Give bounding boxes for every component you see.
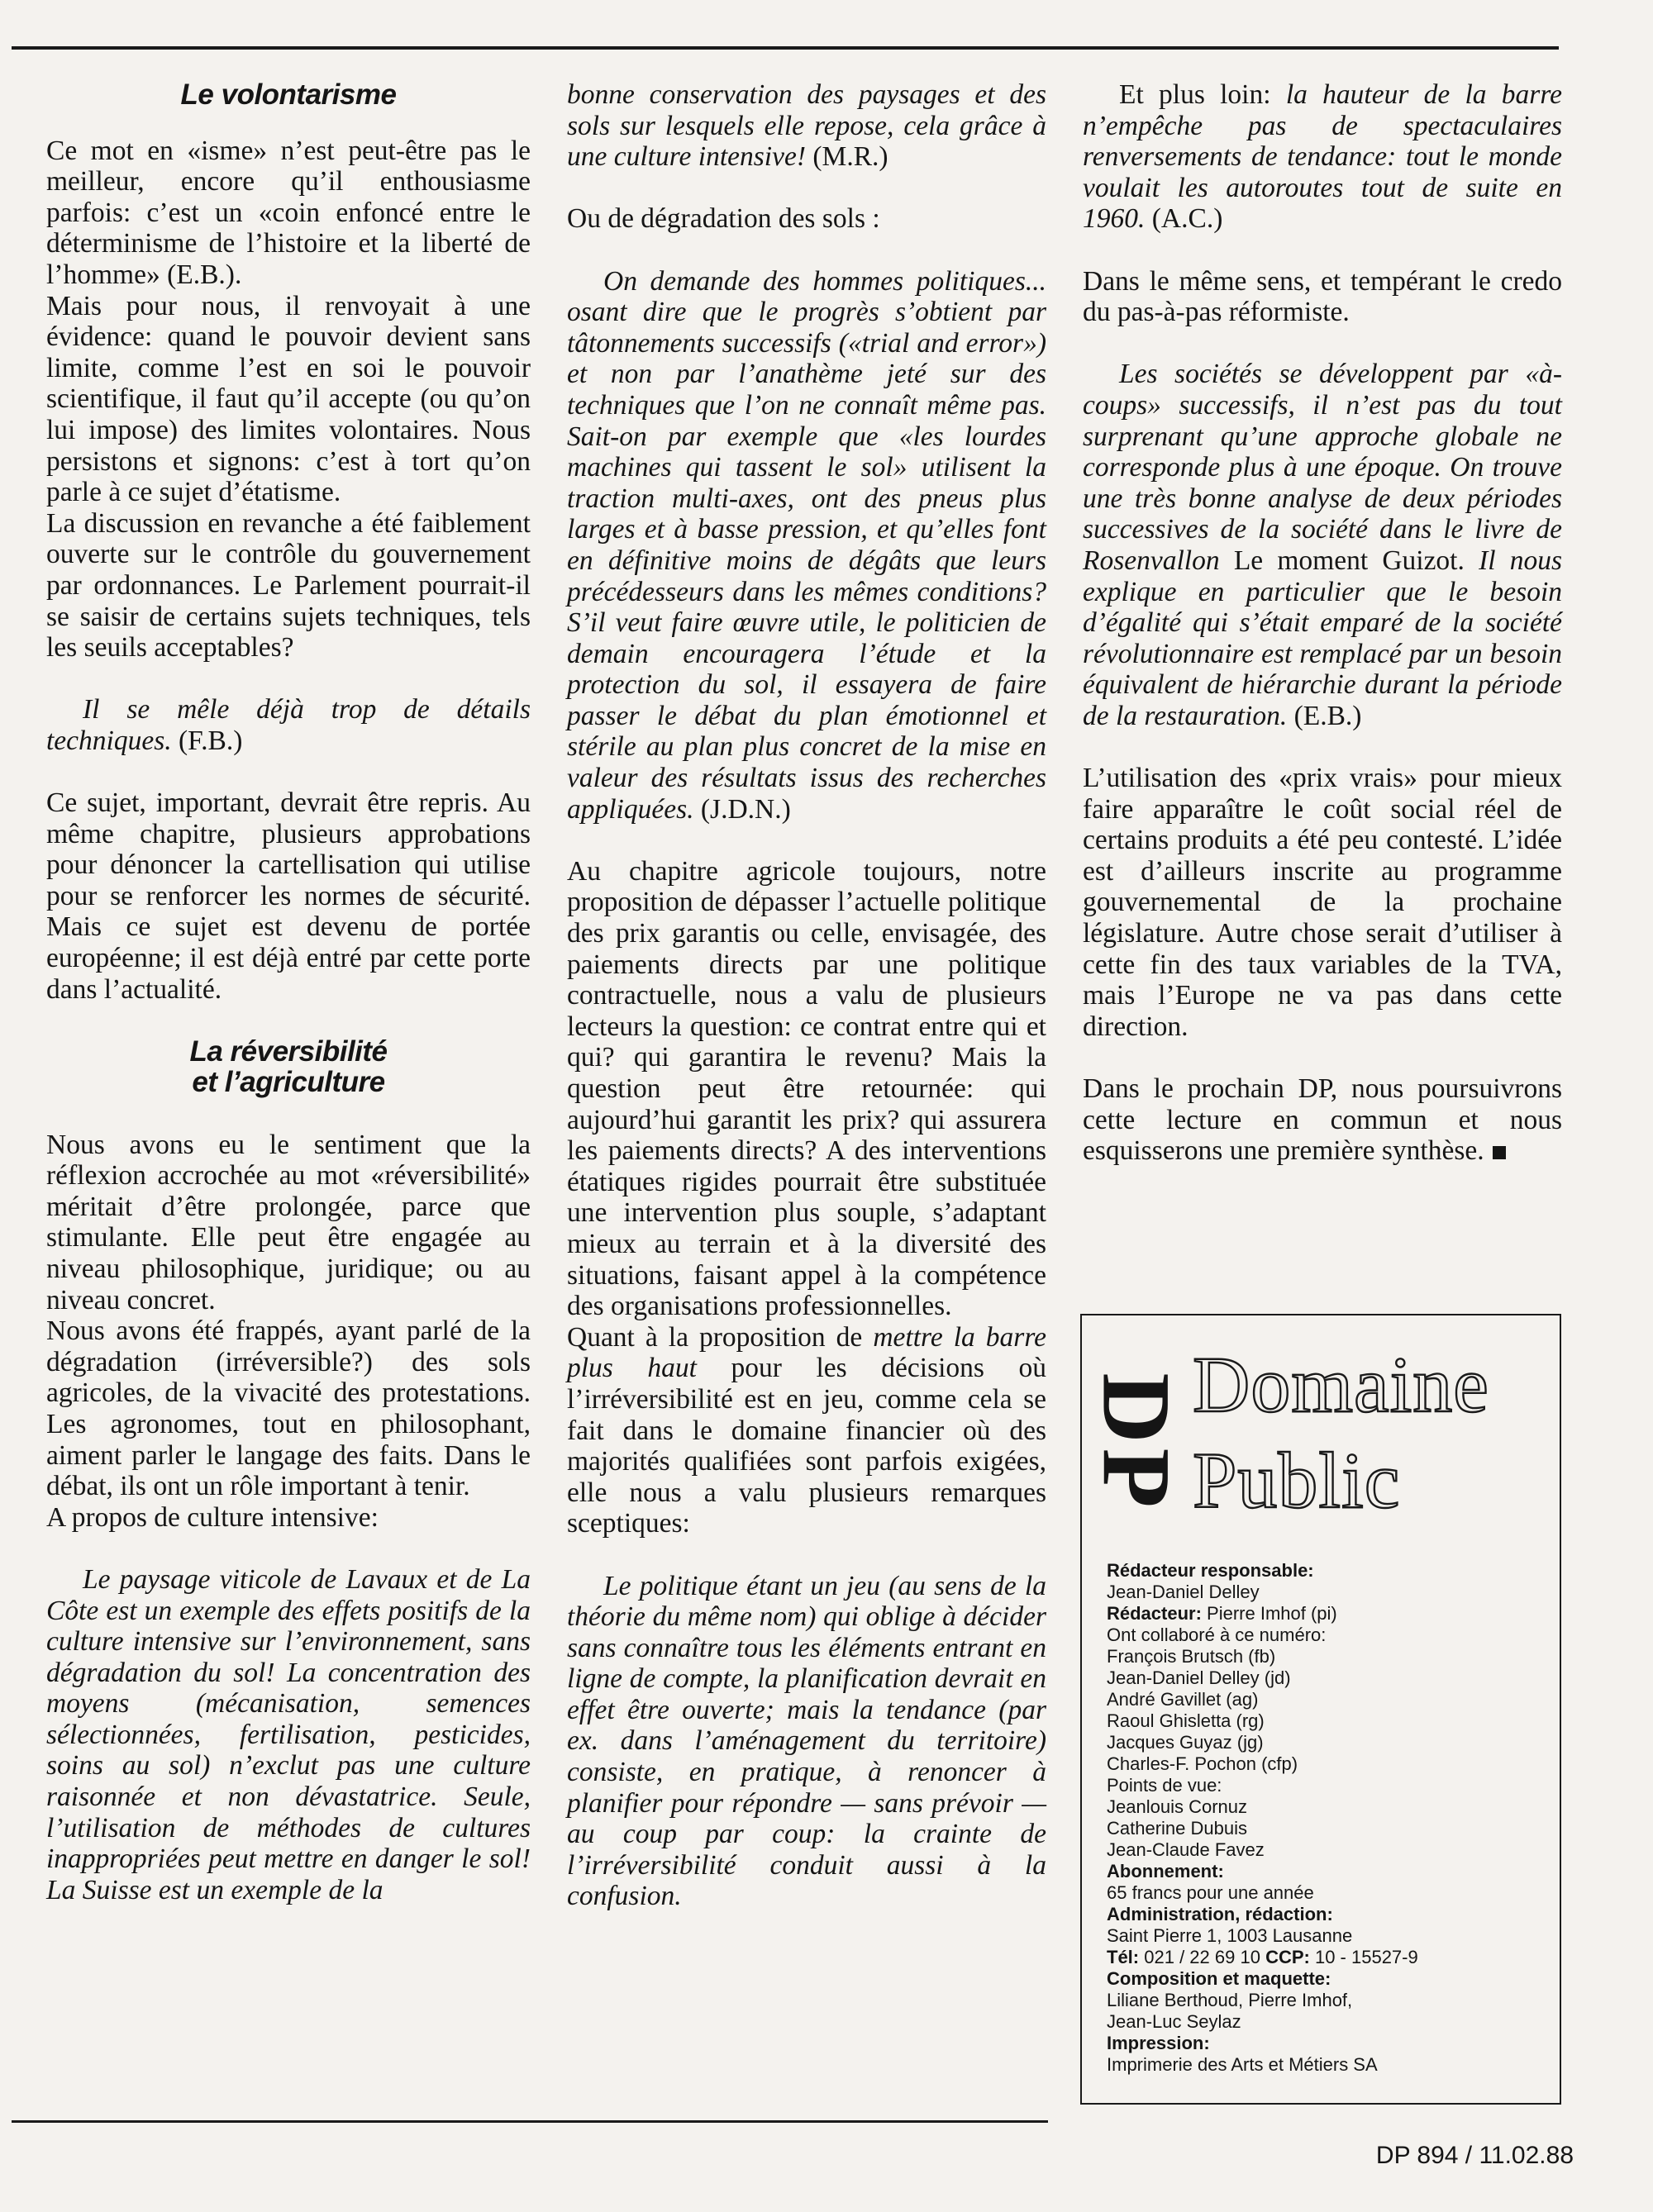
paragraph: La discussion en revanche a été faiblement ouverte sur le contrôle du gouvernement par ordonnances. Le Parlement pourrait-il se saisir de certains sujets techniques, tels les seuils acceptables?: [46, 507, 531, 664]
imprint-line: Charles-F. Pochon (cfp): [1107, 1753, 1298, 1774]
paragraph: Nous avons été frappés, ayant parlé de la dégradation (irréversible?) des sols agricoles, de la vivacité des protestations. Les agronomes, tout en philosophant, aiment parler le langage des faits. Dans le débat, ils ont un rôle important à tenir.: [46, 1315, 531, 1502]
imprint-label: Administration, rédaction:: [1107, 1904, 1333, 1924]
reader-quote: Le politique étant un jeu (au sens de la théorie du même nom) qui oblige à décider sans connaître tous les éléments entrant en ligne de compte, la planification devrait en effet être ouverte; mais la tendance (par ex. dans l’aménagement du territoire) consiste, en pratique, à renoncer à planifier pour répondre — sans prévoir — au coup par coup: la crainte de l’irréversibilité conduit aussi à la confusion.: [567, 1570, 1046, 1912]
paragraph: A propos de culture intensive:: [46, 1501, 379, 1533]
paragraph: Quant à la proposition de mettre la barre plus haut pour les décisions où l’irréversibilité est en jeu, comme cela se fait dans le domaine financier où des majorités qualifiées sont parfois exigées, elle nous a valu plusieurs remarques sceptiques:: [567, 1321, 1047, 1539]
column-1: [46, 79, 531, 1905]
paragraph: L’utilisation des «prix vrais» pour mieux faire apparaître le coût social réel de certains produits a été peu contesté. L’idée est d’ailleurs inscrite au programme gouvernemental de la prochaine législature. Autre chose serait d’utiliser à cette fin des taux variables de la TVA, mais l’Europe ne va pas dans cette direction.: [1083, 763, 1562, 1042]
column-2: [567, 79, 1046, 1912]
imprint-label: Composition et maquette:: [1107, 1968, 1331, 1989]
imprint-line: Points de vue:: [1107, 1775, 1222, 1796]
imprint-line: Jean-Daniel Delley: [1107, 1582, 1260, 1602]
bottom-rule: [12, 2120, 1048, 2123]
imprint-line: Jean-Daniel Delley (jd): [1107, 1667, 1291, 1688]
paragraph: Ce mot en «isme» n’est peut-être pas le meilleur, encore qu’il enthousiasme parfois: c’est un «coin enfoncé entre le déterminisme de l’histoire et la liberté de l’homme» (E.B.).: [46, 135, 531, 290]
imprint-label: Rédacteur responsable:: [1107, 1560, 1314, 1581]
imprint-line: Jean-Luc Seylaz: [1107, 2011, 1241, 2032]
end-mark-icon: [1493, 1146, 1506, 1159]
dp-logo: DP: [1083, 1372, 1192, 1513]
imprint-line: Rédacteur: Pierre Imhof (pi): [1107, 1603, 1337, 1624]
imprint-line: Ont collaboré à ce numéro:: [1107, 1625, 1327, 1645]
reader-quote: bonne conservation des paysages et des sols sur lesquels elle repose, cela grâce à une culture intensive! (M.R.): [567, 79, 1046, 173]
imprint-label: Impression:: [1107, 2033, 1210, 2053]
imprint-line: Jean-Claude Favez: [1107, 1839, 1265, 1860]
reader-quote: On demande des hommes politiques... osant dire que le progrès s’obtient par tâtonnements successifs («trial and error») et non par l’anathème jeté sur des techniques que l’on ne connaît même pas. Sait-on par exemple que «les lourdes machines qui tassent le sol» utilisent la traction multi-axes, ont des pneus plus larges et à basse pression, et qu’elles font en définitive moins de dégâts que leurs précédesseurs dans les mêmes conditions? S’il veut faire œuvre utile, le politicien de demain encouragera l’étude et la protection du sol, il essayera de faire passer le débat du plan émotionnel et stérile au plan plus concret de la mise en valeur des résultats issus des recherches appliquées. (J.D.N.): [567, 265, 1046, 825]
imprint-line: Catherine Dubuis: [1107, 1818, 1247, 1839]
heading-volontarisme: Le volontarisme: [180, 78, 397, 111]
imprint-line: Saint Pierre 1, 1003 Lausanne: [1107, 1925, 1353, 1946]
top-rule: [12, 46, 1559, 50]
reader-quote: Le paysage viticole de Lavaux et de La Côte est un exemple des effets positifs de la culture intensive sur l’environnement, sans dégradation du sol! La concentration des moyens (mécanisation, semences sélectionnées, fertilisation, pesticides, soins au sol) n’exclut pas une culture raisonnée et non dévastatrice. Seule, l’utilisation de méthodes de cultures inappropriées peut mettre en danger le sol! La Suisse est un exemple de la: [46, 1563, 531, 1905]
imprint-credits: [1107, 1560, 1536, 2076]
imprint-label: Abonnement:: [1107, 1861, 1224, 1881]
imprint-line: Liliane Berthoud, Pierre Imhof,: [1107, 1990, 1353, 2010]
imprint-line: Jeanlouis Cornuz: [1107, 1796, 1247, 1817]
paragraph: Ce sujet, important, devrait être repris. Au même chapitre, plusieurs approbations pour dénoncer la cartellisation qui utilise pour se renforcer les normes de sécurité. Mais ce sujet est devenu de portée européenne; il est déjà entré par cette porte dans l’actualité.: [46, 787, 531, 1005]
masthead-box: [1080, 1314, 1561, 2105]
imprint-line: Tél: 021 / 22 69 10 CCP: 10 - 15527-9: [1107, 1947, 1418, 1967]
issue-footer: DP 894 / 11.02.88: [1375, 2142, 1574, 2169]
imprint-line: Imprimerie des Arts et Métiers SA: [1107, 2054, 1378, 2075]
paragraph: Ou de dégradation des sols :: [567, 203, 880, 235]
imprint-line: Raoul Ghisletta (rg): [1107, 1710, 1265, 1731]
imprint-line: Jacques Guyaz (jg): [1107, 1732, 1264, 1753]
imprint-line: François Brutsch (fb): [1107, 1646, 1276, 1667]
column-3: [1083, 79, 1562, 1197]
reader-quote: Et plus loin: la hauteur de la barre n’empêche pas de spectaculaires renversements de tendance: tout le monde voulait les autoroutes tout de suite en 1960. (A.C.): [1083, 79, 1563, 235]
reader-quote: Les sociétés se développent par «à-coups» successifs, il n’est pas du tout surprenant qu’une approche globale ne corresponde plus à une époque. On trouve une très bonne analyse de deux périodes successives de la société dans le livre de Rosenvallon Le moment Guizot. Il nous explique en particulier que le besoin d’égalité qui s’était emparé de la société révolutionnaire est remplacé par un besoin équivalent de hiérarchie durant la période de la restauration. (E.B.): [1083, 359, 1563, 731]
imprint-line: 65 francs pour une année: [1107, 1882, 1314, 1903]
paragraph: Au chapitre agricole toujours, notre proposition de dépasser l’actuelle politique des prix garantis ou celle, envisagée, des paiements directs par une politique contractuelle, nous a valu de plusieurs lecteurs la question: ce contrat entre qui et qui? qui garantira le revenu? Mais la question peut être retournée: qui aujourd’hui garantit les prix? qui assurera les paiements directs? A des interventions étatiques rigides pourrait être substituée une intervention plus souple, s’adaptant mieux au terrain et à la diversité des situations, faisant appel à la compétence des organisations professionnelles.: [567, 855, 1046, 1322]
paragraph: Dans le prochain DP, nous poursuivrons cette lecture en commun et nous esquisserons une première synthèse.: [1083, 1073, 1562, 1167]
imprint-line: André Gavillet (ag): [1107, 1689, 1259, 1710]
paragraph: Mais pour nous, il renvoyait à une évidence: quand le pouvoir devient sans limite, comme l’est en soi le pouvoir scientifique, il faut qu’il accepte (ou qu’on lui impose) des limites volontaires. Nous persistons et signons: c’est à tort qu’on parle à ce sujet d’étatisme.: [46, 290, 531, 508]
paragraph: Nous avons eu le sentiment que la réflexion accrochée au mot «réversibilité» méritait d’être prolongée, parce que stimulante. Elle peut être engagée au niveau philosophique, juridique; ou au niveau concret.: [46, 1129, 531, 1315]
domaine-public-logo: Domaine Public: [1193, 1340, 1489, 1525]
heading-reversibilite: La réversibilité et l’agriculture: [189, 1035, 388, 1099]
reader-quote: Il se mêle déjà trop de détails techniques. (F.B.): [46, 694, 531, 756]
paragraph: Dans le même sens, et tempérant le credo du pas-à-pas réformiste.: [1083, 265, 1562, 328]
